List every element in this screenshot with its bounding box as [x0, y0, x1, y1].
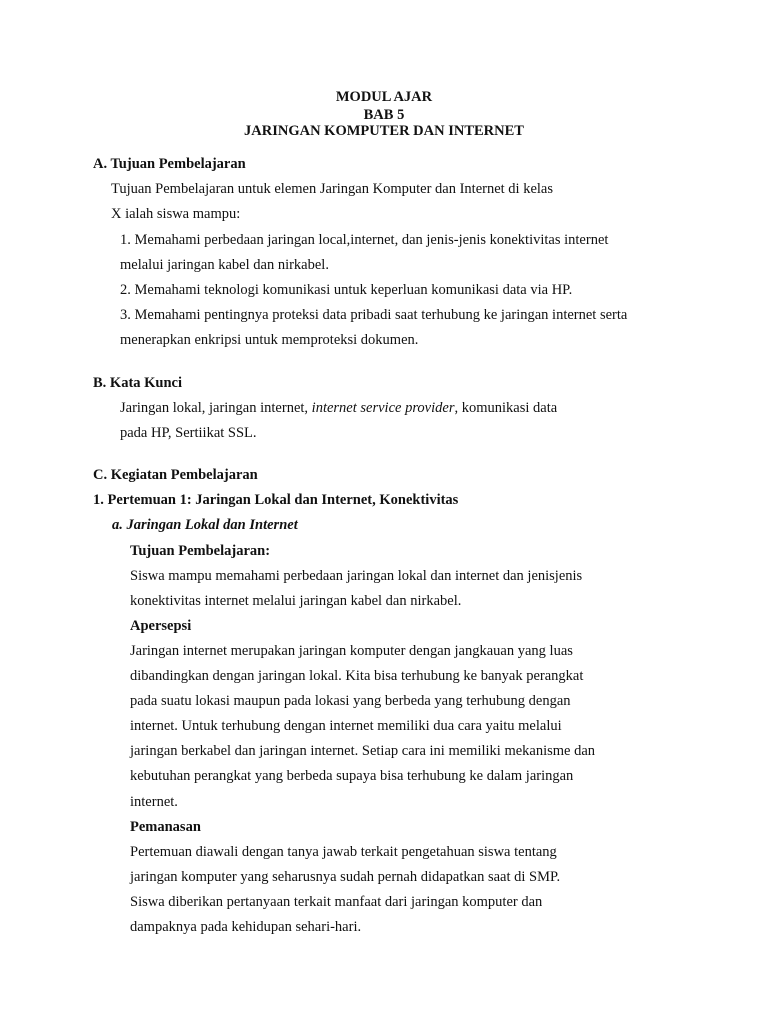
section-a-intro: Tujuan Pembelajaran untuk elemen Jaringan Komputer dan Internet di kelas [111, 181, 553, 197]
meeting-heading: 1. Pertemuan 1: Jaringan Lokal dan Internet, Konektivitas [93, 492, 459, 508]
keywords-line: pada HP, Sertiikat SSL. [120, 425, 257, 441]
subsection-heading: a. Jaringan Lokal dan Internet [112, 517, 298, 533]
doc-chapter: BAB 5 [363, 107, 405, 123]
paragraph-line: konektivitas internet melalui jaringan kabel dan nirkabel. [130, 593, 462, 609]
paragraph-line: Siswa diberikan pertanyaan terkait manfaat dari jaringan komputer dan [130, 894, 543, 910]
paragraph-line: kebutuhan perangkat yang berbeda supaya bisa terhubung ke dalam jaringan [130, 768, 574, 784]
keywords-italic: internet service provider [311, 400, 455, 416]
paragraph-line: internet. [130, 794, 178, 810]
list-item: 2. Memahami teknologi komunikasi untuk keperluan komunikasi data via HP. [120, 282, 573, 298]
paragraph-line: dibandingkan dengan jaringan lokal. Kita bisa terhubung ke banyak perangkat [130, 668, 584, 684]
doc-title: MODUL AJAR [335, 89, 433, 105]
subheading: Pemanasan [130, 819, 201, 835]
section-a-heading: A. Tujuan Pembelajaran [93, 156, 246, 172]
paragraph-line: internet. Untuk terhubung dengan internet memiliki dua cara yaitu melalui [130, 718, 562, 734]
paragraph-line: jaringan berkabel dan jaringan internet. Setiap cara ini memiliki mekanisme dan [130, 743, 596, 759]
list-item: menerapkan enkripsi untuk memproteksi dokumen. [120, 332, 419, 348]
keywords-text: Jaringan lokal, jaringan internet, [120, 400, 312, 416]
subheading: Tujuan Pembelajaran: [130, 543, 271, 559]
section-b-heading: B. Kata Kunci [93, 375, 183, 391]
list-item: melalui jaringan kabel dan nirkabel. [120, 257, 329, 273]
section-c-heading: C. Kegiatan Pembelajaran [93, 467, 258, 483]
keywords-text: , komunikasi data [454, 400, 558, 416]
list-item: 3. Memahami pentingnya proteksi data pribadi saat terhubung ke jaringan internet serta [120, 307, 628, 323]
paragraph-line: Jaringan internet merupakan jaringan komputer dengan jangkauan yang luas [130, 643, 573, 659]
section-a-intro: X ialah siswa mampu: [111, 206, 241, 222]
doc-chapter-title: JARINGAN KOMPUTER DAN INTERNET [244, 123, 524, 139]
paragraph-line: pada suatu lokasi maupun pada lokasi yang berbeda yang terhubung dengan [130, 693, 571, 709]
paragraph-line: jaringan komputer yang seharusnya sudah pernah didapatkan saat di SMP. [130, 869, 561, 885]
keywords-line [120, 399, 557, 417]
paragraph-line: Pertemuan diawali dengan tanya jawab terkait pengetahuan siswa tentang [130, 844, 557, 860]
subheading: Apersepsi [130, 618, 192, 634]
paragraph-line: Siswa mampu memahami perbedaan jaringan lokal dan internet dan jenisjenis [130, 568, 583, 584]
list-item: 1. Memahami perbedaan jaringan local,internet, dan jenis-jenis konektivitas internet [120, 232, 609, 248]
paragraph-line: dampaknya pada kehidupan sehari-hari. [130, 919, 362, 935]
